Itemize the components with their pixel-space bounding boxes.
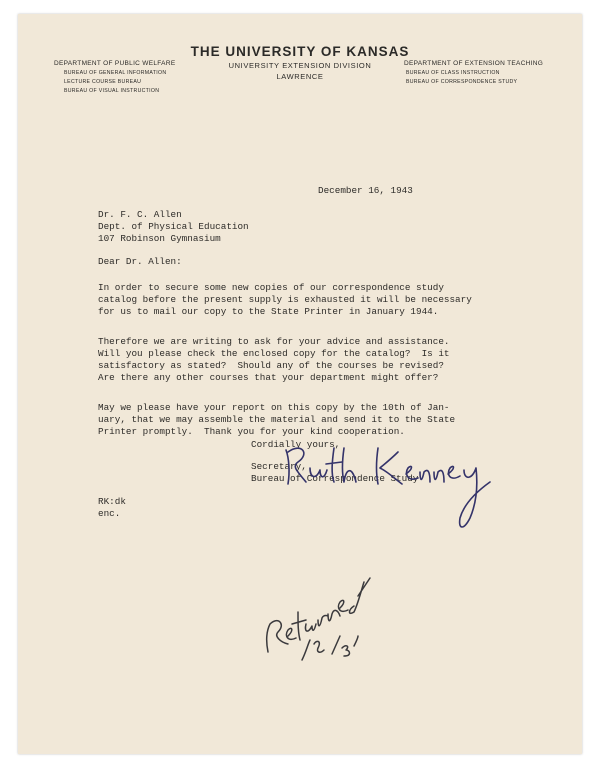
- paragraph-line: catalog before the present supply is exhausted it will be necessary: [98, 294, 472, 305]
- letterhead-left: [54, 60, 175, 96]
- paragraph-line: satisfactory as stated? Should any of the courses be revised?: [98, 360, 444, 371]
- left-bureau-item: BUREAU OF GENERAL INFORMATION: [64, 70, 167, 76]
- paragraph-3: [98, 402, 455, 438]
- paragraph-line: uary, that we may assemble the material and send it to the State: [98, 414, 456, 425]
- recipient-line: 107 Robinson Gymnasium: [98, 233, 221, 244]
- salutation: Dear Dr. Allen:: [98, 256, 182, 267]
- right-bureau-item: BUREAU OF CORRESPONDENCE STUDY: [406, 79, 518, 85]
- paragraph-line: Printer promptly. Thank you for your kind cooperation.: [98, 426, 405, 437]
- university-title: THE UNIVERSITY OF KANSAS: [190, 44, 410, 59]
- right-department-heading: DEPARTMENT OF EXTENSION TEACHING: [404, 60, 544, 67]
- letter-date: December 16, 1943: [318, 185, 413, 196]
- letter-page: [18, 14, 582, 754]
- paragraph-line: Are there any other courses that your department might offer?: [98, 372, 439, 383]
- handwritten-signature: [280, 438, 500, 538]
- paragraph-1: [98, 282, 472, 318]
- paragraph-line: In order to secure some new copies of our correspondence study: [98, 282, 444, 293]
- handwritten-returned-note: [258, 544, 378, 664]
- right-bureau-item: BUREAU OF CLASS INSTRUCTION: [406, 70, 500, 76]
- recipient-line: Dr. F. C. Allen: [98, 209, 182, 220]
- paragraph-2: [98, 336, 449, 384]
- division-name: UNIVERSITY EXTENSION DIVISION: [228, 61, 372, 70]
- left-bureau-item: BUREAU OF VISUAL INSTRUCTION: [64, 88, 160, 94]
- closing: Cordially yours,: [251, 439, 341, 450]
- letterhead-right: [404, 60, 543, 87]
- reference-initials: RK:dk: [98, 496, 126, 507]
- paragraph-line: May we please have your report on this copy by the 10th of Jan-: [98, 402, 450, 413]
- paragraph-line: for us to mail our copy to the State Printer in January 1944.: [98, 306, 439, 317]
- recipient-line: Dept. of Physical Education: [98, 221, 249, 232]
- recipient-address: [98, 209, 249, 245]
- paragraph-line: Therefore we are writing to ask for your advice and assistance.: [98, 336, 450, 347]
- signer-title-line: Bureau of Correspondence Study: [251, 473, 419, 484]
- reference-block: [98, 496, 126, 520]
- enclosure-note: enc.: [98, 508, 121, 519]
- signer-title-line: Secretary,: [251, 461, 307, 472]
- left-bureau-item: LECTURE COURSE BUREAU: [64, 79, 142, 85]
- paragraph-line: Will you please check the enclosed copy for the catalog? Is it: [98, 348, 450, 359]
- left-department-heading: DEPARTMENT OF PUBLIC WELFARE: [54, 60, 176, 67]
- city-name: LAWRENCE: [276, 72, 324, 81]
